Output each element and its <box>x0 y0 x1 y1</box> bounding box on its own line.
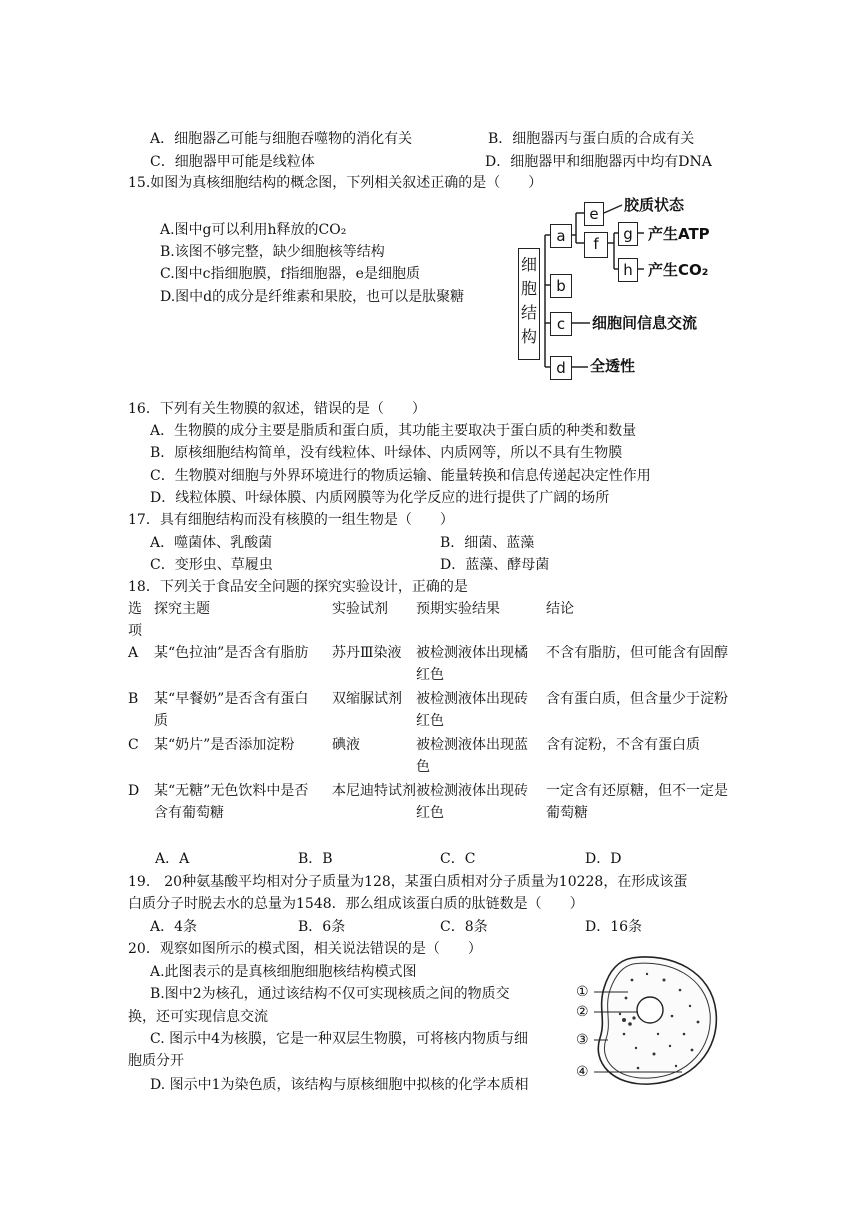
table-header-row <box>128 598 730 642</box>
table-cell: D <box>128 783 140 799</box>
nucleus-marker-4: ④ <box>576 1064 589 1080</box>
diagram-label-e: 胶质状态 <box>624 196 685 214</box>
table-cell: 被检测液体出现蓝色 <box>416 737 528 775</box>
q19-line-1: 19. 20种氨基酸平均相对分子质量为128，某蛋白质相对分子质量为10228，在形成该蛋 <box>128 874 688 890</box>
table-cell: 被检测液体出现砖红色 <box>416 783 528 821</box>
diagram-node-c: c <box>550 312 572 336</box>
table-cell: A <box>128 645 139 661</box>
table-row <box>128 734 730 780</box>
diagram-label-d: 全透性 <box>590 357 636 375</box>
q17-option-d: D．蓝藻、酵母菌 <box>440 557 550 573</box>
q16-stem: 16．下列有关生物膜的叙述，错误的是（ ） <box>128 401 426 417</box>
nucleus-marker-3: ③ <box>576 1032 589 1048</box>
table-cell: 一定含有还原糖，但不一定是葡萄糖 <box>546 783 728 821</box>
diagram-root-box: 细胞结构 <box>518 248 540 360</box>
table-cell: 本尼迪特试剂 <box>332 783 416 799</box>
q20-option-c-line2: 胞质分开 <box>128 1053 184 1069</box>
q14-option-a: A．细胞器乙可能与细胞吞噬物的消化有关 <box>150 131 413 147</box>
table-header: 实验试剂 <box>332 601 388 617</box>
q15-option-b: B.该图不够完整，缺少细胞核等结构 <box>160 244 385 260</box>
diagram-node-h: h <box>618 258 638 282</box>
q14-option-d: D．细胞器甲和细胞器丙中均有DNA <box>485 154 712 170</box>
table-cell: 苏丹Ⅲ染液 <box>332 645 402 661</box>
q18-option-b: B．B <box>298 851 333 867</box>
q18-option-a: A．A <box>155 851 190 867</box>
nucleus-marker-1: ① <box>576 984 589 1000</box>
diagram-label-c: 细胞间信息交流 <box>592 314 698 332</box>
table-cell: 含有蛋白质，但含量少于淀粉 <box>546 691 728 707</box>
q16-option-d: D．线粒体膜、叶绿体膜、内质网膜等为化学反应的进行提供了广阔的场所 <box>150 490 610 506</box>
table-cell: 被检测液体出现橘红色 <box>416 645 528 683</box>
q17-option-a: A．噬菌体、乳酸菌 <box>150 535 273 551</box>
q15-option-a: A.图中g可以利用h释放的CO₂ <box>160 222 347 238</box>
q18-table <box>128 598 730 826</box>
diagram-node-g: g <box>618 222 638 246</box>
q20-option-a: A.此图表示的是真核细胞细胞核结构模式图 <box>150 964 417 980</box>
table-row <box>128 688 730 734</box>
table-cell: B <box>128 691 139 707</box>
table-header: 探究主题 <box>154 601 210 617</box>
table-cell: 不含有脂肪，但可能含有固醇 <box>546 645 728 661</box>
table-cell: 某“色拉油”是否含有脂肪 <box>154 645 309 661</box>
q16-option-a: A．生物膜的成分主要是脂质和蛋白质，其功能主要取决于蛋白质的种类和数量 <box>150 423 637 439</box>
table-cell: 双缩脲试剂 <box>332 691 402 707</box>
nucleus-marker-2: ② <box>576 1004 589 1020</box>
q20-option-b-line2: 换，还可实现信息交流 <box>128 1009 268 1025</box>
table-cell: 某“早餐奶”是否含有蛋白质 <box>154 691 309 729</box>
q15-stem: 15.如图为真核细胞结构的概念图，下列相关叙述正确的是（ ） <box>128 175 543 191</box>
q17-option-b: B．细菌、蓝藻 <box>440 535 535 551</box>
q15-option-d: D.图中d的成分是纤维素和果胶，也可以是肽聚糖 <box>160 289 465 305</box>
q17-option-c: C．变形虫、草履虫 <box>150 557 273 573</box>
diagram-label-h: 产生CO₂ <box>648 261 709 279</box>
q18-option-c: C．C <box>440 851 476 867</box>
q20-option-b-line1: B.图中2为核孔，通过该结构不仅可实现核质之间的物质交 <box>150 986 510 1002</box>
q18-option-d: D．D <box>585 851 622 867</box>
diagram-node-e: e <box>584 202 604 226</box>
q19-line-2: 白质分子时脱去水的总量为1548．那么组成该蛋白质的肽链数是（ ） <box>128 896 584 912</box>
table-cell: 某“无糖”无色饮料中是否含有葡萄糖 <box>154 783 309 821</box>
q20-option-d: D. 图示中1为染色质，该结构与原核细胞中拟核的化学本质相 <box>150 1077 529 1093</box>
q18-stem: 18．下列关于食品安全问题的探究实验设计，正确的是 <box>128 579 468 595</box>
diagram-node-d: d <box>550 356 572 380</box>
q16-option-c: C．生物膜对细胞与外界环境进行的物质运输、能量转换和信息传递起决定性作用 <box>150 468 651 484</box>
diagram-node-a: a <box>550 224 572 248</box>
table-cell: 碘液 <box>332 737 360 753</box>
q15-option-c: C.图中c指细胞膜，f指细胞器，e是细胞质 <box>160 266 420 282</box>
diagram-node-b: b <box>550 274 572 298</box>
q19-option-c: C．8条 <box>440 919 488 935</box>
table-cell: C <box>128 737 139 753</box>
q20-stem: 20．观察如图所示的模式图，相关说法错误的是（ ） <box>128 941 482 957</box>
nucleus-illustration <box>572 950 722 1090</box>
table-cell: 被检测液体出现砖红色 <box>416 691 528 729</box>
q14-option-b: B．细胞器丙与蛋白质的合成有关 <box>488 131 695 147</box>
q16-option-b: B．原核细胞结构简单，没有线粒体、叶绿体、内质网等，所以不具有生物膜 <box>150 445 623 461</box>
q19-option-b: B．6条 <box>298 919 346 935</box>
table-header: 选项 <box>128 601 142 639</box>
q19-option-a: A．4条 <box>150 919 198 935</box>
table-row <box>128 642 730 688</box>
q14-option-c: C．细胞器甲可能是线粒体 <box>150 154 315 170</box>
diagram-node-f: f <box>584 232 608 258</box>
table-row <box>128 780 730 826</box>
diagram-label-g: 产生ATP <box>648 225 710 243</box>
q20-option-c-line1: C. 图示中4为核膜，它是一种双层生物膜，可将核内物质与细 <box>150 1031 529 1047</box>
table-cell: 某“奶片”是否添加淀粉 <box>154 737 295 753</box>
table-cell: 含有淀粉，不含有蛋白质 <box>546 737 700 753</box>
table-header: 结论 <box>546 601 574 617</box>
table-header: 预期实验结果 <box>416 601 500 617</box>
q17-stem: 17．具有细胞结构而没有核膜的一组生物是（ ） <box>128 512 454 528</box>
q19-option-d: D．16条 <box>585 919 643 935</box>
